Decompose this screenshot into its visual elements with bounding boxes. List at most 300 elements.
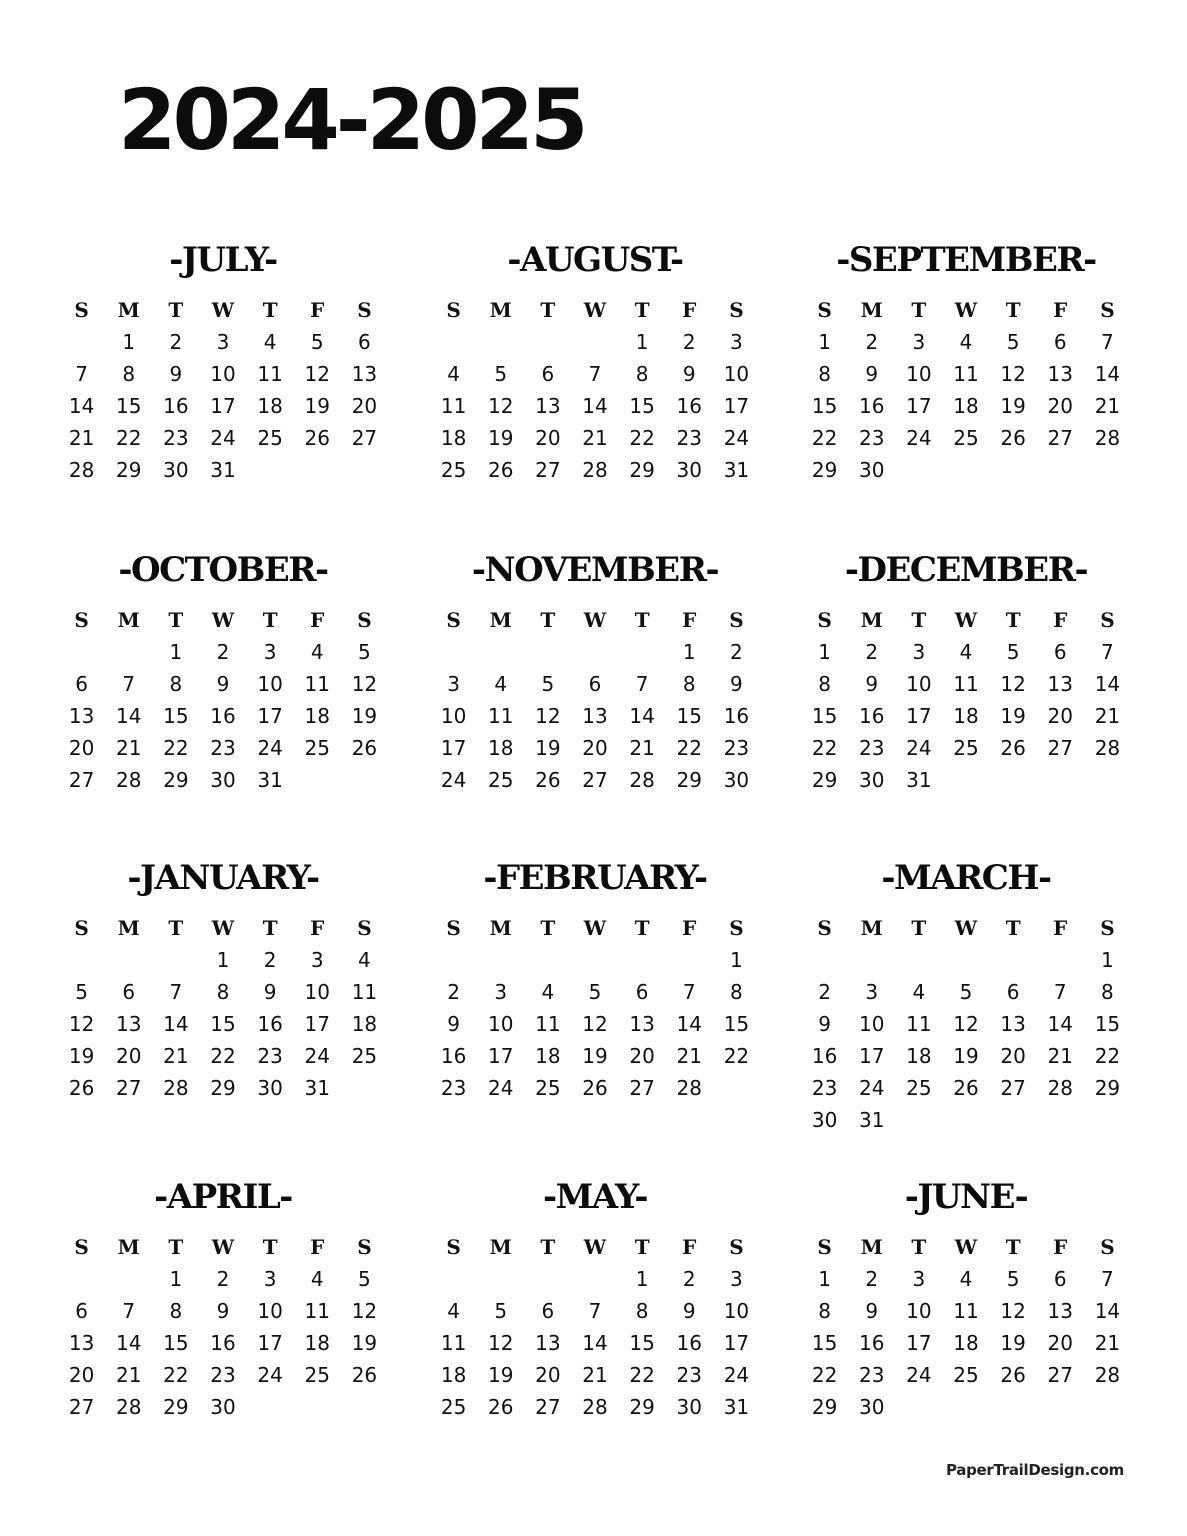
day-number: 9 [865, 672, 879, 696]
empty-cell [294, 454, 341, 486]
day-number: 11 [304, 672, 330, 696]
day-number: 24 [210, 426, 236, 450]
day-number: 11 [487, 704, 514, 728]
day-number: 26 [351, 1363, 378, 1387]
day-number: 22 [629, 1363, 655, 1387]
empty-cell [1084, 454, 1131, 486]
weekday-label: F [682, 916, 697, 940]
day-number: 7 [1101, 330, 1114, 354]
day-number: 29 [163, 768, 189, 792]
day-number: 22 [163, 736, 189, 760]
weekday-label: F [682, 1235, 697, 1259]
day-number: 15 [811, 704, 838, 728]
day-number: 3 [912, 330, 926, 354]
day-number: 12 [68, 1012, 95, 1036]
day-number: 15 [676, 704, 702, 728]
month-block [58, 858, 388, 1104]
day-number: 23 [210, 1363, 236, 1387]
weekday-label: S [1100, 298, 1115, 322]
day-number: 8 [818, 362, 831, 386]
day-number: 5 [959, 980, 973, 1004]
day-number: 19 [68, 1044, 95, 1068]
day-number: 3 [263, 640, 277, 664]
week-row [430, 1327, 760, 1359]
day-number: 21 [163, 1044, 189, 1068]
day-number: 15 [811, 394, 838, 418]
month-title: -FEBRUARY- [483, 858, 707, 898]
weekday-label: S [74, 608, 89, 632]
empty-cell [294, 764, 341, 796]
weekday-header-row [58, 1231, 388, 1263]
day-number: 18 [953, 394, 979, 418]
day-number: 1 [122, 330, 136, 354]
day-number: 29 [811, 458, 838, 482]
day-number: 13 [1047, 1299, 1073, 1323]
weekday-label: S [729, 608, 744, 632]
weekday-label: M [860, 916, 883, 940]
month-title: -SEPTEMBER- [836, 240, 1096, 280]
day-number: 25 [535, 1076, 561, 1100]
week-row [58, 358, 388, 390]
weekday-label: W [583, 916, 607, 940]
day-number: 18 [440, 1363, 467, 1387]
day-number: 15 [629, 394, 655, 418]
day-number: 26 [953, 1076, 979, 1100]
day-number: 9 [730, 672, 743, 696]
week-row [430, 1359, 760, 1391]
day-number: 6 [358, 330, 371, 354]
weekday-label: W [211, 298, 235, 322]
day-number: 4 [310, 1267, 324, 1291]
weekday-label: S [1100, 916, 1115, 940]
weekday-header-row [801, 912, 1131, 944]
day-number: 24 [257, 736, 283, 760]
empty-cell [713, 1072, 760, 1104]
week-row [58, 390, 388, 422]
day-number: 15 [723, 1012, 750, 1036]
day-number: 6 [541, 1299, 555, 1323]
day-number: 31 [858, 1108, 885, 1132]
day-number: 18 [953, 704, 979, 728]
weekday-label: T [262, 1235, 278, 1259]
day-number: 14 [676, 1012, 702, 1036]
empty-cell [895, 454, 942, 486]
day-number: 20 [1047, 394, 1073, 418]
day-number: 5 [310, 330, 324, 354]
day-number: 13 [535, 1331, 561, 1355]
day-number: 28 [115, 768, 142, 792]
day-number: 19 [487, 1363, 514, 1387]
week-row [801, 358, 1131, 390]
empty-cell [105, 636, 152, 668]
weekday-label: S [446, 1235, 461, 1259]
week-row [58, 454, 388, 486]
day-number: 27 [68, 1395, 95, 1419]
day-number: 27 [1047, 426, 1073, 450]
day-number: 1 [216, 948, 230, 972]
day-number: 31 [257, 768, 283, 792]
day-number: 25 [440, 1395, 467, 1419]
day-number: 15 [1094, 1012, 1121, 1036]
weekday-label: T [634, 608, 650, 632]
day-number: 27 [535, 1395, 561, 1419]
weekday-label: S [1100, 1235, 1115, 1259]
weekday-label: F [682, 608, 697, 632]
day-number: 18 [487, 736, 514, 760]
empty-cell [801, 944, 848, 976]
day-number: 11 [351, 980, 378, 1004]
empty-cell [430, 636, 477, 668]
day-number: 28 [1094, 1363, 1121, 1387]
day-number: 17 [487, 1044, 514, 1068]
day-number: 13 [115, 1012, 142, 1036]
day-number: 2 [169, 330, 183, 354]
day-number: 26 [1000, 1363, 1026, 1387]
day-number: 26 [535, 768, 561, 792]
day-number: 26 [487, 1395, 514, 1419]
day-number: 18 [257, 394, 283, 418]
day-number: 4 [358, 948, 371, 972]
empty-cell [1037, 454, 1084, 486]
day-number: 13 [629, 1012, 655, 1036]
day-number: 21 [115, 736, 142, 760]
day-number: 13 [1000, 1012, 1026, 1036]
day-number: 17 [723, 394, 750, 418]
empty-cell [477, 636, 524, 668]
day-number: 21 [115, 1363, 142, 1387]
weekday-label: T [1005, 608, 1021, 632]
day-number: 3 [912, 1267, 926, 1291]
weekday-label: T [911, 916, 927, 940]
day-number: 8 [818, 1299, 831, 1323]
day-number: 23 [440, 1076, 467, 1100]
day-number: 9 [169, 362, 183, 386]
day-number: 27 [351, 426, 378, 450]
day-number: 17 [304, 1012, 330, 1036]
empty-cell [666, 944, 713, 976]
day-number: 30 [163, 458, 189, 482]
weekday-header-row [58, 604, 388, 636]
day-number: 2 [865, 640, 879, 664]
day-number: 30 [811, 1108, 838, 1132]
day-number: 13 [1047, 672, 1073, 696]
day-number: 16 [440, 1044, 467, 1068]
empty-cell [990, 1391, 1037, 1423]
day-number: 26 [68, 1076, 95, 1100]
week-row [58, 1327, 388, 1359]
day-number: 8 [635, 1299, 649, 1323]
week-row [430, 764, 760, 796]
day-number: 22 [629, 426, 655, 450]
month-title: -MAY- [543, 1177, 647, 1217]
day-number: 28 [1094, 736, 1121, 760]
day-number: 6 [1006, 980, 1020, 1004]
day-number: 21 [582, 1363, 608, 1387]
day-number: 28 [582, 458, 608, 482]
day-number: 10 [257, 672, 283, 696]
day-number: 3 [447, 672, 460, 696]
day-number: 23 [858, 426, 885, 450]
day-number: 6 [75, 1299, 88, 1323]
weekday-label: S [729, 298, 744, 322]
day-number: 11 [953, 362, 979, 386]
day-number: 9 [216, 1299, 230, 1323]
day-number: 16 [676, 1331, 702, 1355]
day-number: 8 [818, 672, 831, 696]
week-row [430, 1072, 760, 1104]
day-number: 9 [682, 362, 696, 386]
weekday-label: W [954, 298, 978, 322]
weekday-label: S [357, 916, 372, 940]
day-number: 27 [629, 1076, 655, 1100]
day-number: 19 [487, 426, 514, 450]
empty-cell [990, 764, 1037, 796]
weekday-label: S [74, 916, 89, 940]
day-number: 15 [629, 1331, 655, 1355]
day-number: 24 [257, 1363, 283, 1387]
week-row [430, 1295, 760, 1327]
weekday-label: W [583, 1235, 607, 1259]
week-row [58, 764, 388, 796]
week-row [430, 1263, 760, 1295]
empty-cell [430, 326, 477, 358]
day-number: 27 [115, 1076, 142, 1100]
day-number: 14 [582, 394, 608, 418]
day-number: 14 [1047, 1012, 1073, 1036]
week-row [58, 700, 388, 732]
day-number: 30 [210, 1395, 236, 1419]
day-number: 21 [1047, 1044, 1073, 1068]
day-number: 21 [1094, 1331, 1121, 1355]
week-row [430, 732, 760, 764]
weekday-label: T [911, 1235, 927, 1259]
day-number: 11 [440, 1331, 467, 1355]
weekday-header-row [58, 912, 388, 944]
empty-cell [571, 326, 618, 358]
day-number: 16 [210, 704, 236, 728]
day-number: 20 [68, 736, 95, 760]
day-number: 16 [858, 1331, 885, 1355]
day-number: 10 [906, 1299, 932, 1323]
day-number: 7 [682, 980, 696, 1004]
day-number: 11 [953, 672, 979, 696]
weekday-label: T [911, 608, 927, 632]
day-number: 19 [582, 1044, 608, 1068]
day-number: 17 [906, 394, 932, 418]
weekday-label: F [1053, 916, 1068, 940]
day-number: 3 [730, 1267, 743, 1291]
weekday-label: T [540, 608, 556, 632]
day-number: 24 [906, 736, 932, 760]
empty-cell [294, 1391, 341, 1423]
weekday-label: M [860, 608, 883, 632]
day-number: 11 [257, 362, 283, 386]
day-number: 9 [216, 672, 230, 696]
weekday-header-row [430, 604, 760, 636]
day-number: 19 [351, 1331, 378, 1355]
day-number: 21 [68, 426, 95, 450]
day-number: 8 [216, 980, 230, 1004]
day-number: 14 [68, 394, 95, 418]
day-number: 30 [858, 768, 885, 792]
day-number: 6 [75, 672, 88, 696]
day-number: 4 [263, 330, 277, 354]
day-number: 26 [487, 458, 514, 482]
weekday-label: S [446, 298, 461, 322]
day-number: 18 [535, 1044, 561, 1068]
day-number: 8 [122, 362, 136, 386]
day-number: 28 [676, 1076, 702, 1100]
day-number: 29 [629, 458, 655, 482]
weekday-label: T [262, 916, 278, 940]
weekday-label: T [540, 298, 556, 322]
month-title: -AUGUST- [507, 240, 683, 280]
day-number: 11 [535, 1012, 561, 1036]
day-number: 31 [723, 458, 750, 482]
day-number: 12 [1000, 362, 1026, 386]
week-row [801, 1295, 1131, 1327]
weekday-label: S [817, 298, 832, 322]
weekday-label: T [1005, 298, 1021, 322]
day-number: 9 [263, 980, 277, 1004]
month-block [58, 1177, 388, 1423]
day-number: 5 [588, 980, 602, 1004]
empty-cell [58, 326, 105, 358]
day-number: 8 [169, 1299, 183, 1323]
day-number: 20 [1000, 1044, 1026, 1068]
weekday-label: T [168, 608, 184, 632]
day-number: 5 [1006, 1267, 1020, 1291]
day-number: 7 [122, 672, 136, 696]
weekday-header-row [430, 294, 760, 326]
day-number: 23 [210, 736, 236, 760]
day-number: 12 [582, 1012, 608, 1036]
week-row [801, 1072, 1131, 1104]
week-row [801, 976, 1131, 1008]
day-number: 19 [304, 394, 330, 418]
day-number: 12 [1000, 672, 1026, 696]
day-number: 16 [163, 394, 189, 418]
empty-cell [571, 1263, 618, 1295]
weekday-header-row [801, 294, 1131, 326]
day-number: 25 [304, 736, 330, 760]
day-number: 2 [818, 980, 831, 1004]
empty-cell [942, 944, 989, 976]
day-number: 25 [953, 426, 979, 450]
day-number: 27 [1047, 1363, 1073, 1387]
day-number: 4 [959, 330, 973, 354]
empty-cell [619, 944, 666, 976]
day-number: 25 [487, 768, 514, 792]
day-number: 6 [635, 980, 649, 1004]
month-block [58, 550, 388, 796]
day-number: 9 [682, 1299, 696, 1323]
week-row [801, 732, 1131, 764]
day-number: 10 [304, 980, 330, 1004]
month-block [801, 858, 1131, 1136]
week-row [430, 1008, 760, 1040]
day-number: 15 [210, 1012, 236, 1036]
day-number: 4 [959, 1267, 973, 1291]
day-number: 9 [447, 1012, 460, 1036]
week-row [801, 1359, 1131, 1391]
day-number: 9 [865, 1299, 879, 1323]
weekday-label: S [729, 916, 744, 940]
day-number: 10 [210, 362, 236, 386]
empty-cell [1037, 1391, 1084, 1423]
weekday-label: S [729, 1235, 744, 1259]
day-number: 21 [1094, 394, 1121, 418]
day-number: 4 [447, 362, 460, 386]
week-row [801, 1263, 1131, 1295]
day-number: 2 [682, 1267, 696, 1291]
day-number: 27 [68, 768, 95, 792]
day-number: 17 [906, 704, 932, 728]
day-number: 18 [304, 704, 330, 728]
day-number: 24 [906, 426, 932, 450]
day-number: 8 [635, 362, 649, 386]
empty-cell [430, 1263, 477, 1295]
weekday-label: T [634, 298, 650, 322]
empty-cell [247, 454, 294, 486]
week-row [801, 1391, 1131, 1423]
day-number: 21 [1094, 704, 1121, 728]
weekday-label: F [1053, 298, 1068, 322]
weekday-label: F [310, 608, 325, 632]
empty-cell [895, 1104, 942, 1136]
day-number: 23 [723, 736, 750, 760]
day-number: 24 [487, 1076, 514, 1100]
day-number: 5 [494, 362, 508, 386]
week-row [801, 636, 1131, 668]
day-number: 24 [723, 1363, 750, 1387]
empty-cell [58, 1263, 105, 1295]
day-number: 18 [351, 1012, 378, 1036]
day-number: 3 [263, 1267, 277, 1291]
page-title: 2024-2025 [118, 71, 585, 169]
empty-cell [152, 944, 199, 976]
day-number: 27 [1047, 736, 1073, 760]
day-number: 1 [818, 1267, 831, 1291]
day-number: 20 [535, 426, 561, 450]
weekday-label: F [682, 298, 697, 322]
week-row [58, 944, 388, 976]
day-number: 18 [953, 1331, 979, 1355]
day-number: 28 [582, 1395, 608, 1419]
day-number: 1 [169, 640, 183, 664]
day-number: 24 [723, 426, 750, 450]
day-number: 25 [953, 1363, 979, 1387]
day-number: 27 [582, 768, 608, 792]
day-number: 21 [582, 426, 608, 450]
day-number: 12 [487, 394, 514, 418]
day-number: 17 [210, 394, 236, 418]
empty-cell [895, 944, 942, 976]
day-number: 5 [1006, 640, 1020, 664]
weekday-label: S [1100, 608, 1115, 632]
empty-cell [1037, 764, 1084, 796]
day-number: 7 [75, 362, 88, 386]
empty-cell [341, 1391, 388, 1423]
weekday-label: M [860, 298, 883, 322]
weekday-label: S [817, 916, 832, 940]
day-number: 29 [115, 458, 142, 482]
week-row [58, 1072, 388, 1104]
day-number: 22 [723, 1044, 750, 1068]
weekday-label: W [954, 1235, 978, 1259]
empty-cell [477, 944, 524, 976]
day-number: 17 [723, 1331, 750, 1355]
